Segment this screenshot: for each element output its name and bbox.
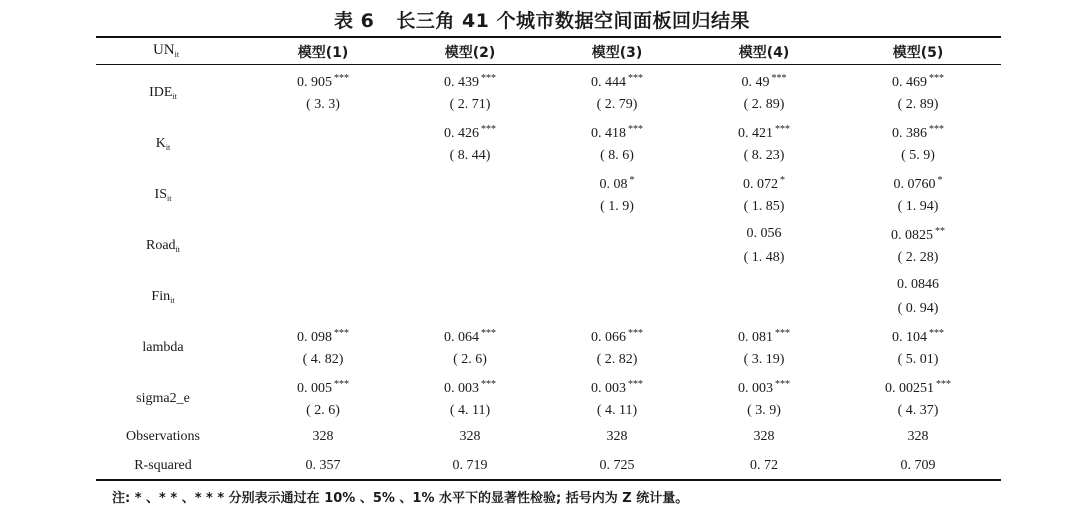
variable-subscript: it bbox=[165, 143, 171, 152]
coefficient-cell bbox=[694, 73, 834, 91]
coefficient-value: 0. 905 bbox=[297, 75, 332, 90]
significance-stars: *** bbox=[936, 379, 951, 390]
variable-subscript: it bbox=[167, 194, 172, 203]
z-statistic-cell: ( 3. 9) bbox=[747, 403, 781, 418]
coefficient-value: 0. 439 bbox=[444, 75, 479, 90]
coefficient-value: 0. 0846 bbox=[897, 277, 939, 292]
significance-stars: *** bbox=[481, 328, 496, 339]
coefficient-value: 0. 003 bbox=[738, 381, 773, 396]
coefficient-cell bbox=[848, 175, 988, 193]
z-statistic-cell: ( 1. 85) bbox=[743, 199, 785, 214]
coefficient-cell bbox=[848, 277, 988, 293]
coefficient-cell bbox=[253, 73, 393, 91]
summary-value-cell: 0. 709 bbox=[900, 458, 936, 473]
coefficient-value: 0. 056 bbox=[746, 226, 782, 241]
z-statistic-cell: ( 4. 11) bbox=[596, 403, 638, 418]
model-header-4: 模型(4) bbox=[738, 45, 790, 61]
coefficient-value: 0. 49 bbox=[741, 75, 770, 90]
top-rule bbox=[96, 36, 1001, 38]
variable-label-observations bbox=[83, 429, 243, 445]
coefficient-value: 0. 066 bbox=[591, 330, 626, 345]
z-statistic-cell: ( 3. 19) bbox=[743, 352, 785, 367]
significance-stars: * bbox=[629, 175, 635, 186]
variable-label-is bbox=[83, 187, 243, 203]
coefficient-value: 0. 469 bbox=[892, 75, 927, 90]
coefficient-cell bbox=[400, 379, 540, 397]
variable-name: Road bbox=[145, 238, 176, 253]
significance-stars: * bbox=[937, 175, 943, 186]
significance-stars: *** bbox=[334, 379, 349, 390]
model-header-3: 模型(3) bbox=[591, 45, 643, 61]
coefficient-value: 0. 0825 bbox=[891, 228, 933, 243]
bottom-rule bbox=[96, 479, 1001, 481]
summary-value-cell: 0. 72 bbox=[750, 458, 778, 473]
coefficient-cell bbox=[694, 226, 834, 242]
coefficient-cell bbox=[694, 328, 834, 346]
variable-label-road bbox=[83, 238, 243, 254]
variable-name: R-squared bbox=[134, 458, 192, 473]
coefficient-cell bbox=[848, 328, 988, 346]
coefficient-cell bbox=[400, 328, 540, 346]
coefficient-cell bbox=[848, 73, 988, 91]
table-note: 注: * 、* * 、* * * 分别表示通过在 10% 、5% 、1% 水平下的显著性检验; 括号内为 Z 统计量。 bbox=[112, 491, 689, 506]
coefficient-value: 0. 421 bbox=[738, 126, 773, 141]
significance-stars: *** bbox=[771, 73, 787, 84]
significance-stars: *** bbox=[481, 73, 496, 84]
model-header-5: 模型(5) bbox=[892, 45, 944, 61]
coefficient-value: 0. 386 bbox=[892, 126, 927, 141]
summary-value-cell: 328 bbox=[753, 429, 775, 444]
variable-name: sigma2_e bbox=[136, 391, 190, 406]
variable-label-sigma2-e bbox=[83, 391, 243, 407]
variable-name: Fin bbox=[151, 289, 171, 304]
variable-subscript: it bbox=[175, 245, 180, 254]
significance-stars: *** bbox=[628, 328, 643, 339]
coefficient-value: 0. 08 bbox=[599, 177, 628, 192]
dependent-variable-label: UN bbox=[152, 42, 175, 58]
variable-subscript: it bbox=[170, 296, 175, 305]
z-statistic-cell: ( 2. 6) bbox=[306, 403, 340, 418]
coefficient-cell bbox=[547, 175, 687, 193]
z-statistic-cell: ( 2. 28) bbox=[897, 250, 939, 265]
z-statistic-cell: ( 4. 11) bbox=[449, 403, 491, 418]
significance-stars: *** bbox=[628, 379, 643, 390]
coefficient-value: 0. 426 bbox=[444, 126, 479, 141]
coefficient-cell bbox=[694, 175, 834, 193]
variable-label-fin bbox=[83, 289, 243, 305]
summary-value-cell: 0. 725 bbox=[599, 458, 635, 473]
z-statistic-cell: ( 1. 48) bbox=[743, 250, 785, 265]
coefficient-cell bbox=[547, 124, 687, 142]
z-statistic-cell: ( 4. 82) bbox=[302, 352, 344, 367]
variable-subscript: it bbox=[172, 92, 177, 101]
coefficient-cell bbox=[547, 328, 687, 346]
coefficient-cell bbox=[694, 124, 834, 142]
variable-label-r-squared bbox=[83, 458, 243, 474]
coefficient-value: 0. 064 bbox=[444, 330, 479, 345]
significance-stars: *** bbox=[481, 124, 496, 135]
z-statistic-cell: ( 2. 89) bbox=[743, 97, 785, 112]
z-statistic-cell: ( 2. 6) bbox=[453, 352, 487, 367]
coefficient-cell bbox=[547, 73, 687, 91]
significance-stars: *** bbox=[334, 73, 349, 84]
summary-value-cell: 328 bbox=[459, 429, 481, 444]
z-statistic-cell: ( 2. 89) bbox=[897, 97, 939, 112]
significance-stars: *** bbox=[775, 124, 790, 135]
table-number: 表 6 bbox=[333, 10, 375, 32]
coefficient-cell bbox=[253, 379, 393, 397]
z-statistic-cell: ( 8. 44) bbox=[449, 148, 491, 163]
significance-stars: *** bbox=[929, 328, 944, 339]
coefficient-value: 0. 104 bbox=[892, 330, 927, 345]
coefficient-value: 0. 00251 bbox=[885, 381, 934, 396]
coefficient-value: 0. 0760 bbox=[893, 177, 936, 192]
table-title bbox=[0, 6, 1084, 33]
coefficient-value: 0. 003 bbox=[444, 381, 479, 396]
table-header-row bbox=[96, 39, 1001, 64]
z-statistic-cell: ( 3. 3) bbox=[306, 97, 340, 112]
significance-stars: *** bbox=[628, 124, 643, 135]
coefficient-value: 0. 418 bbox=[591, 126, 626, 141]
variable-name: Observations bbox=[126, 429, 200, 444]
coefficient-value: 0. 081 bbox=[738, 330, 773, 345]
coefficient-cell bbox=[694, 379, 834, 397]
model-header-2: 模型(2) bbox=[444, 45, 496, 61]
summary-value-cell: 328 bbox=[312, 429, 334, 444]
significance-stars: * bbox=[780, 175, 785, 186]
coefficient-value: 0. 003 bbox=[591, 381, 626, 396]
header-rule bbox=[96, 64, 1001, 65]
variable-name: K bbox=[155, 136, 166, 151]
z-statistic-cell: ( 2. 79) bbox=[596, 97, 638, 112]
dependent-variable-header bbox=[106, 42, 226, 59]
summary-value-cell: 328 bbox=[907, 429, 929, 444]
z-statistic-cell: ( 1. 94) bbox=[897, 199, 939, 214]
model-header-1: 模型(1) bbox=[297, 45, 349, 61]
significance-stars: *** bbox=[775, 328, 790, 339]
coefficient-cell bbox=[848, 124, 988, 142]
variable-label-k bbox=[83, 136, 243, 152]
significance-stars: *** bbox=[775, 379, 790, 390]
summary-value-cell: 0. 719 bbox=[452, 458, 488, 473]
z-statistic-cell: ( 8. 6) bbox=[600, 148, 634, 163]
variable-name: IS bbox=[154, 187, 167, 202]
significance-stars: *** bbox=[481, 379, 496, 390]
significance-stars: *** bbox=[929, 124, 944, 135]
coefficient-cell bbox=[253, 328, 393, 346]
table-title-text: 长三角 41 个城市数据空间面板回归结果 bbox=[396, 10, 750, 32]
summary-value-cell: 0. 357 bbox=[305, 458, 341, 473]
variable-label-ide bbox=[83, 85, 243, 101]
z-statistic-cell: ( 1. 9) bbox=[600, 199, 634, 214]
z-statistic-cell: ( 2. 82) bbox=[596, 352, 638, 367]
coefficient-cell bbox=[848, 379, 988, 397]
coefficient-value: 0. 444 bbox=[591, 75, 626, 90]
coefficient-cell bbox=[400, 124, 540, 142]
variable-name: lambda bbox=[142, 340, 184, 355]
coefficient-cell bbox=[547, 379, 687, 397]
coefficient-value: 0. 072 bbox=[743, 177, 778, 192]
z-statistic-cell: ( 5. 01) bbox=[897, 352, 939, 367]
significance-stars: ** bbox=[935, 226, 945, 237]
z-statistic-cell: ( 8. 23) bbox=[743, 148, 785, 163]
summary-value-cell: 328 bbox=[606, 429, 628, 444]
significance-stars: *** bbox=[929, 73, 944, 84]
coefficient-value: 0. 098 bbox=[297, 330, 332, 345]
variable-name: IDE bbox=[149, 85, 173, 100]
z-statistic-cell: ( 2. 71) bbox=[449, 97, 491, 112]
dependent-variable-subscript: it bbox=[174, 50, 180, 59]
variable-label-lambda bbox=[83, 340, 243, 356]
coefficient-cell bbox=[848, 226, 988, 244]
z-statistic-cell: ( 0. 94) bbox=[897, 301, 939, 316]
z-statistic-cell: ( 5. 9) bbox=[901, 148, 935, 163]
z-statistic-cell: ( 4. 37) bbox=[897, 403, 939, 418]
coefficient-value: 0. 005 bbox=[297, 381, 332, 396]
coefficient-cell bbox=[400, 73, 540, 91]
significance-stars: *** bbox=[628, 73, 643, 84]
significance-stars: *** bbox=[334, 328, 349, 339]
